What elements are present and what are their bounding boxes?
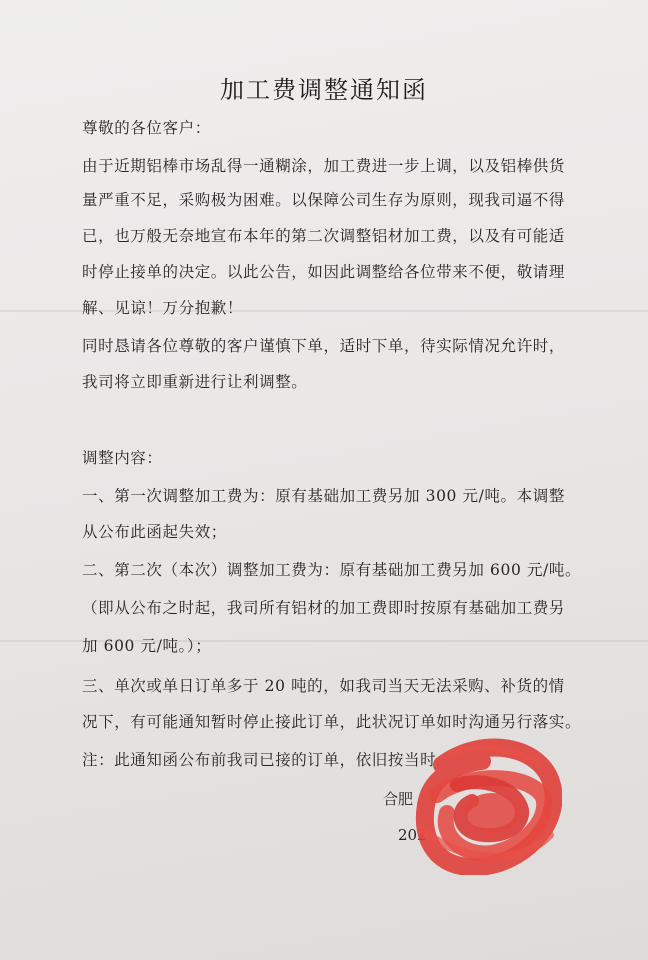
item-line: （即从公布之时起，我司所有铝材的加工费即时按原有基础加工费另 [82, 599, 566, 617]
intro-line: 同时恳请各位尊敬的客户谨慎下单，适时下单，待实际情况允许时， [82, 337, 566, 355]
item-line: 况下，有可能通知暂时停止接此订单，此状况订单如时沟通另行落实。 [82, 713, 582, 731]
item-line: 三、单次或单日订单多于 20 吨的，如我司当天无法采购、补货的情 [82, 677, 565, 695]
red-scribble-redaction [412, 735, 562, 875]
signature-fragment: 合肥 [383, 790, 414, 808]
intro-line: 量严重不足，采购极为困难。以保障公司生存为原则，现我司逼不得 [82, 191, 566, 209]
intro-line: 解、见谅！万分抱歉！ [82, 299, 244, 317]
intro-line: 时停止接单的决定。以此公告，如因此调整给各位带来不便，敬请理 [82, 263, 566, 281]
intro-line: 已，也万般无奈地宣布本年的第二次调整铝材加工费，以及有可能适 [82, 227, 566, 245]
item-line: 从公布此函起失效； [82, 523, 227, 541]
note-line: 注：此通知函公布前我司已接的订单，依旧按当时 [82, 751, 437, 769]
intro-line: 由于近期铝棒市场乱得一通糊涂，加工费进一步上调，以及铝棒供货 [82, 157, 566, 175]
salutation: 尊敬的各位客户： [82, 119, 211, 137]
date-fragment: 202 [398, 826, 427, 844]
item-line: 一、第一次调整加工费为：原有基础加工费另加 300 元/吨。本调整 [82, 487, 565, 505]
item-line: 加 600 元/吨。）； [82, 637, 212, 655]
intro-line: 我司将立即重新进行让利调整。 [82, 373, 308, 391]
section-heading: 调整内容： [82, 449, 163, 467]
document-title: 加工费调整通知函 [220, 76, 428, 104]
item-line: 二、第二次（本次）调整加工费为：原有基础加工费另加 600 元/吨。 [82, 561, 582, 579]
